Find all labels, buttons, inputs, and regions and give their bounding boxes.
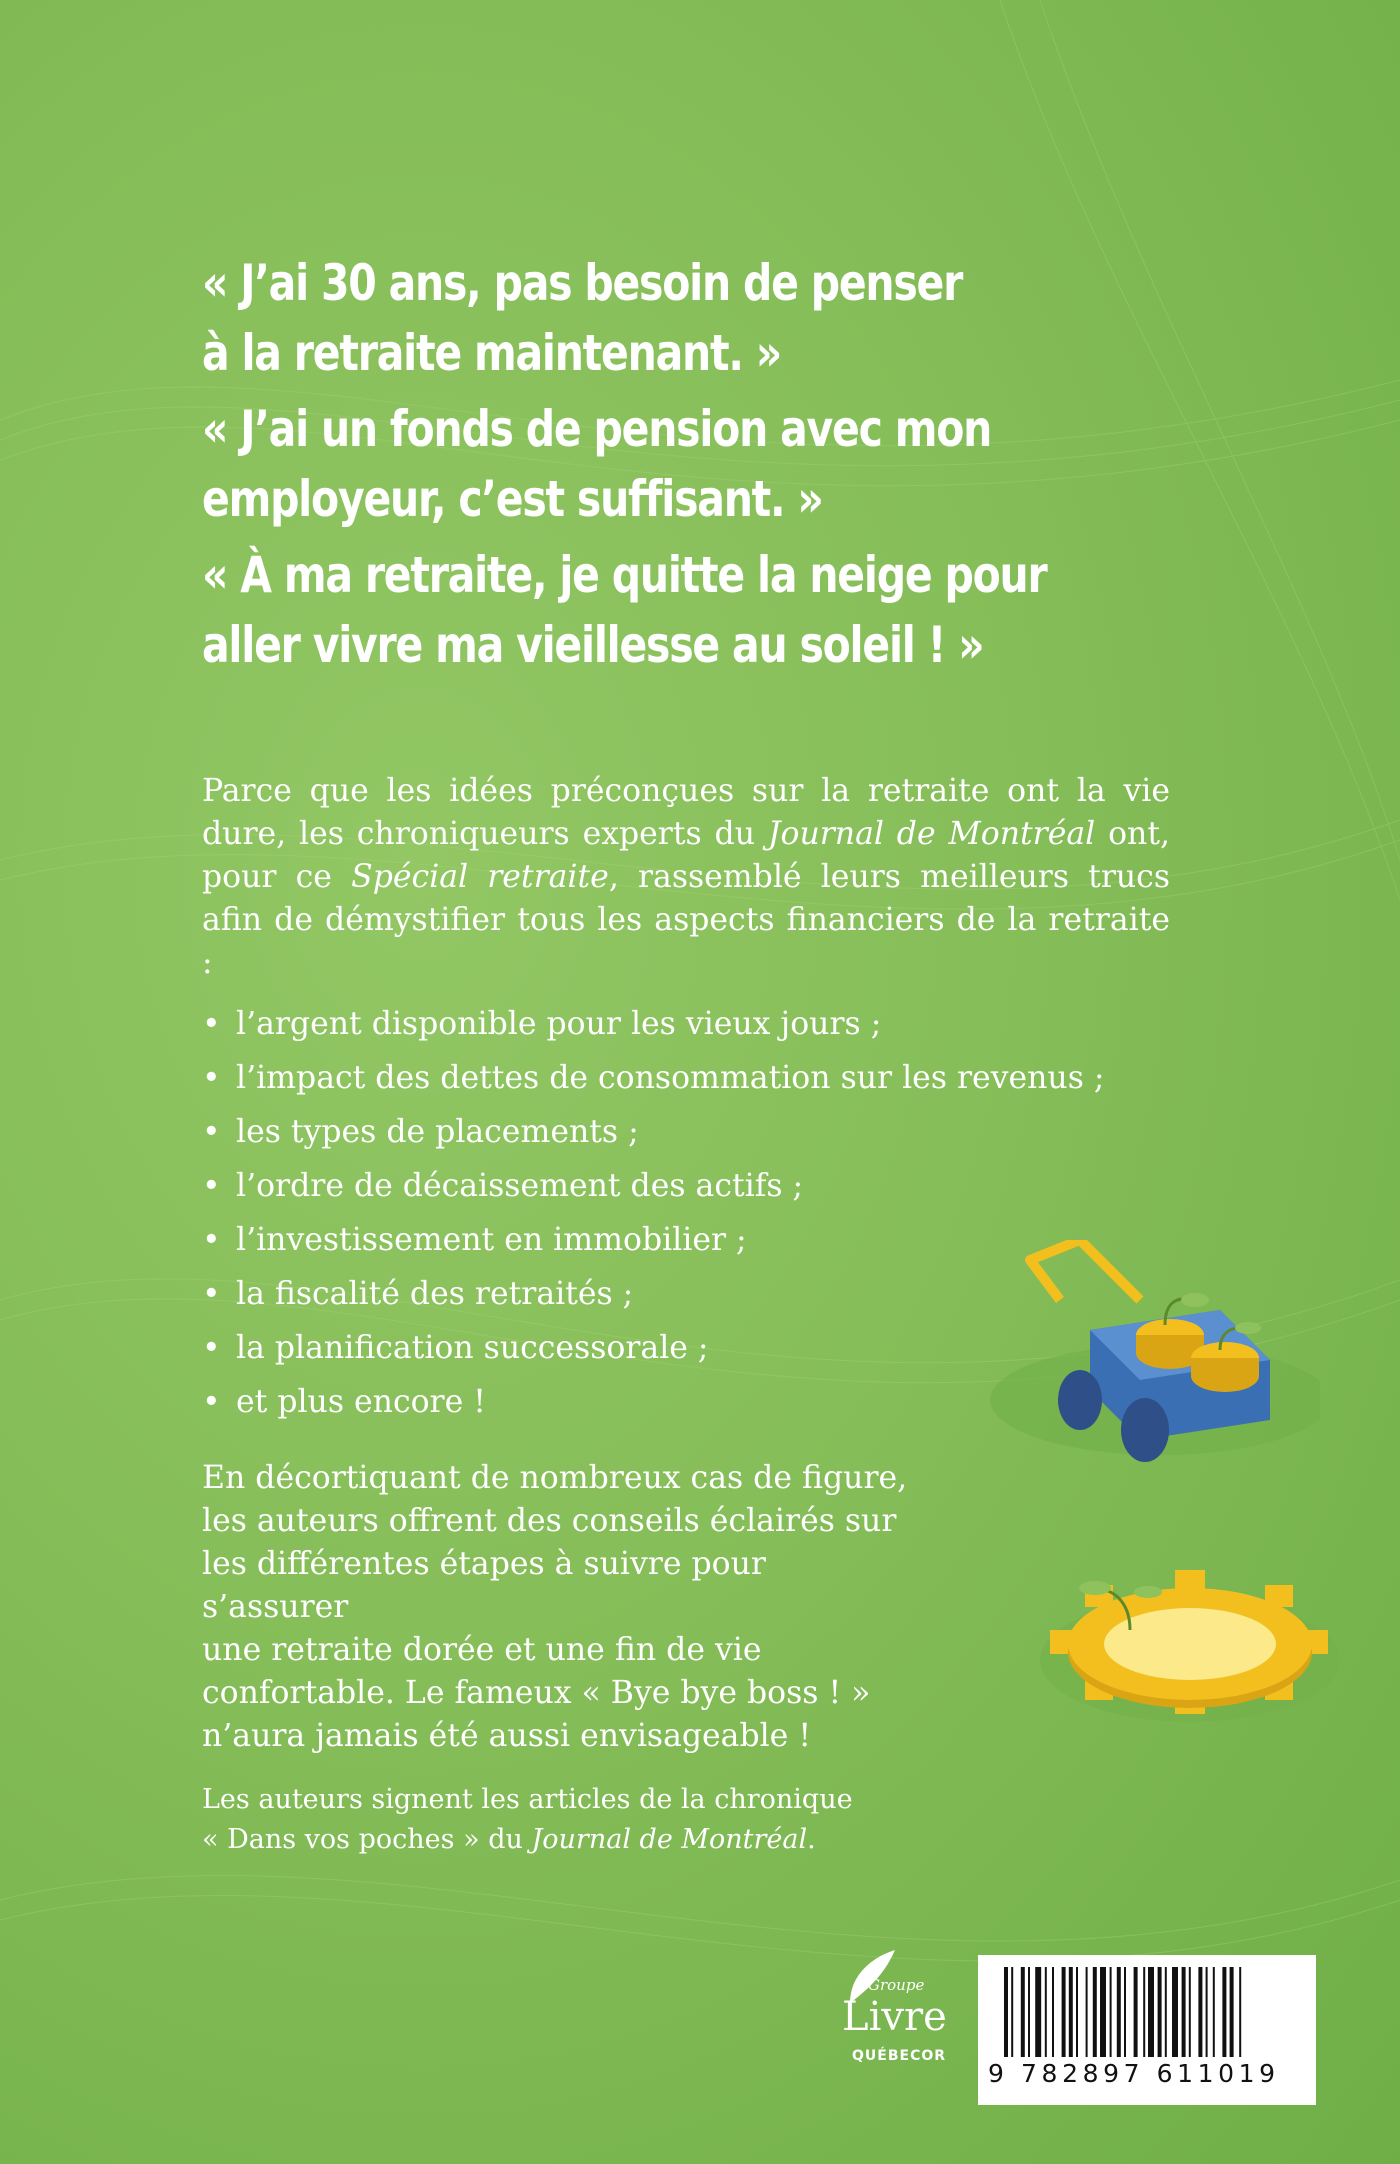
publisher-logo: Groupe Livre QUÉBECOR — [820, 1948, 970, 2098]
list-item: • l’impact des dettes de consommation sur les revenus ; — [202, 1060, 1105, 1096]
quote-3: « À ma retraite, je quitte la neige pour aller vivre ma vieillesse au soleil ! » — [202, 546, 1047, 674]
journal-title: Journal de Montréal — [531, 1824, 808, 1855]
isbn-barcode — [978, 1955, 1316, 2105]
barcode-bars — [1004, 1967, 1294, 2057]
isbn-digits: 9 782897 611019 — [988, 2059, 1280, 2088]
gold-gear-illustration — [1040, 1540, 1340, 1730]
intro-paragraph: Parce que les idées préconçues sur la retraite ont la vie dure, les chroniqueurs experts du Journal de Montréal ont, pour ce Spécial retraite, rassemblé leurs meilleurs trucs afin de démystifier tous les aspects financiers de la retraite : — [202, 773, 1170, 981]
list-item: • l’argent disponible pour les vieux jours ; — [202, 1006, 882, 1042]
list-item: • la fiscalité des retraités ; — [202, 1276, 634, 1312]
journal-title: Journal de Montréal — [767, 816, 1096, 852]
special-title: Spécial retraite — [351, 859, 609, 895]
coin-cart-illustration — [970, 1240, 1320, 1470]
quote-2: « J’ai un fonds de pension avec mon employeur, c’est suffisant. » — [202, 400, 992, 528]
authors-note: Les auteurs signent les articles de la chronique « Dans vos poches » du Journal de Montréal. — [202, 1784, 853, 1855]
outro-paragraph: En décortiquant de nombreux cas de figure, les auteurs offrent des conseils éclairés sur les différentes étapes à suivre pour s’assurer une retraite dorée et une fin de vie confortable. Le fameux « Bye bye boss ! » n’aura jamais été aussi envisageable ! — [202, 1460, 908, 1754]
list-item: • l’investissement en immobilier ; — [202, 1222, 747, 1258]
quote-1: « J’ai 30 ans, pas besoin de penser à la retraite maintenant. » — [202, 254, 963, 382]
list-item: • et plus encore ! — [202, 1384, 486, 1420]
list-item: • l’ordre de décaissement des actifs ; — [202, 1168, 804, 1204]
list-item: • les types de placements ; — [202, 1114, 639, 1150]
quotes-block — [202, 248, 1222, 686]
list-item: • la planification successorale ; — [202, 1330, 709, 1366]
